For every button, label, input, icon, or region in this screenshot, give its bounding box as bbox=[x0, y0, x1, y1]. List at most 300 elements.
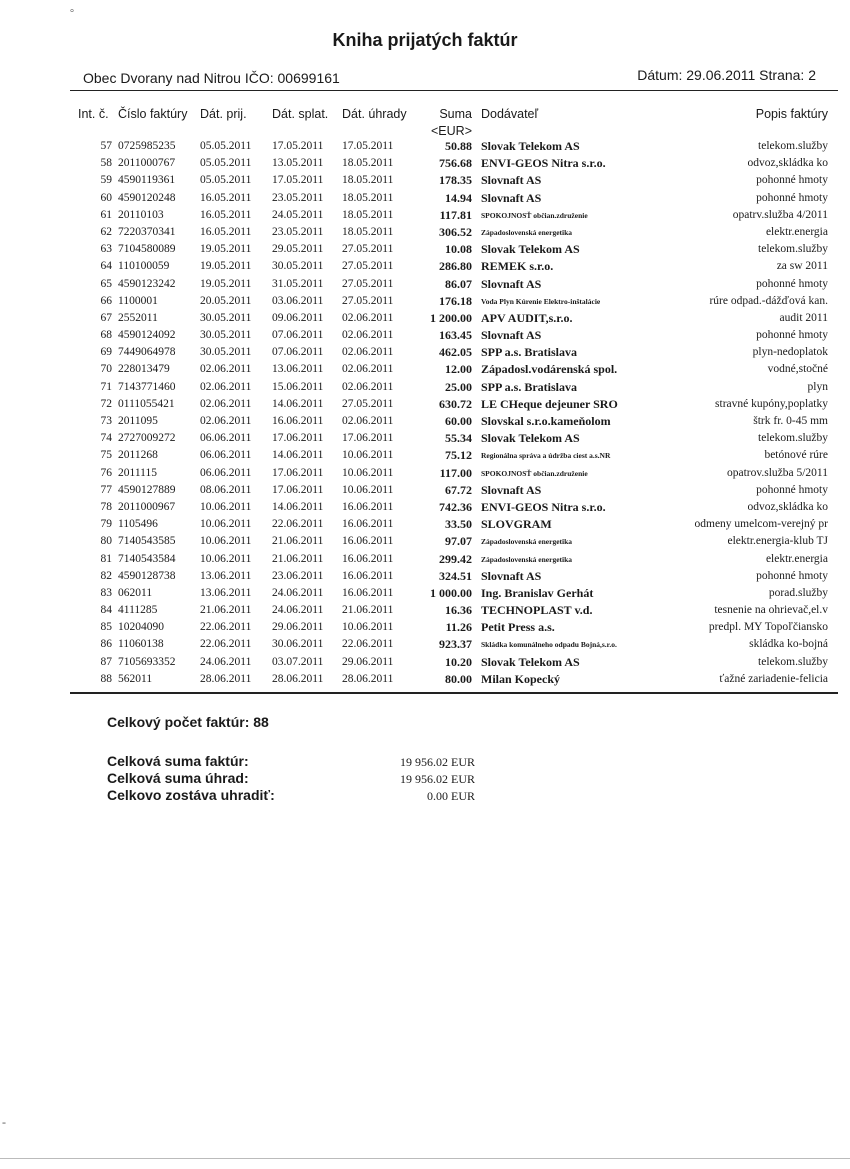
cell-popis: elektr.energia-klub TJ bbox=[727, 535, 828, 548]
cell-dodavatel: Západoslovenská energetika bbox=[481, 227, 573, 237]
col-header-uhrady: Dát. úhrady bbox=[342, 107, 407, 121]
cell-splat: 28.06.2011 bbox=[272, 672, 324, 685]
table-row bbox=[0, 533, 850, 550]
cell-suma: 630.72 bbox=[439, 396, 472, 411]
cell-prij: 24.06.2011 bbox=[200, 655, 252, 668]
cell-prij: 22.06.2011 bbox=[200, 621, 252, 634]
cell-popis: telekom.služby bbox=[758, 243, 828, 256]
cell-prij: 05.05.2011 bbox=[200, 174, 252, 187]
table-bottom-rule bbox=[70, 692, 838, 694]
cell-cislo: 7449064978 bbox=[118, 346, 176, 359]
cell-prij: 19.05.2011 bbox=[200, 243, 252, 256]
cell-uhrady: 27.05.2011 bbox=[342, 277, 394, 290]
cell-splat: 23.05.2011 bbox=[272, 225, 324, 238]
cell-suma: 176.18 bbox=[439, 293, 472, 308]
cell-splat: 21.06.2011 bbox=[272, 552, 324, 565]
table-row bbox=[0, 379, 850, 396]
cell-prij: 22.06.2011 bbox=[200, 638, 252, 651]
cell-prij: 28.06.2011 bbox=[200, 672, 252, 685]
cell-uhrady: 02.06.2011 bbox=[342, 363, 394, 376]
cell-suma: 16.36 bbox=[445, 603, 472, 618]
cell-splat: 29.06.2011 bbox=[272, 621, 324, 634]
cell-popis: audit 2011 bbox=[779, 311, 828, 324]
cell-splat: 17.05.2011 bbox=[272, 140, 324, 152]
cell-suma: 923.37 bbox=[439, 637, 472, 652]
cell-uhrady: 02.06.2011 bbox=[342, 311, 394, 324]
cell-popis: pohonné hmoty bbox=[756, 483, 828, 496]
cell-dodavatel: Slovak Telekom AS bbox=[481, 654, 580, 669]
cell-splat: 16.06.2011 bbox=[272, 415, 324, 427]
cell-suma: 55.34 bbox=[445, 431, 472, 446]
col-header-suma bbox=[420, 106, 472, 140]
table-row bbox=[0, 551, 850, 568]
cell-popis: telekom.služby bbox=[758, 140, 828, 152]
cell-uhrady: 10.06.2011 bbox=[342, 483, 394, 496]
cell-uhrady: 16.06.2011 bbox=[342, 552, 394, 565]
cell-int: 72 bbox=[100, 397, 112, 410]
cell-suma: 86.07 bbox=[445, 276, 472, 291]
cell-int: 83 bbox=[100, 586, 112, 599]
cell-int: 80 bbox=[100, 535, 112, 548]
table-row bbox=[0, 602, 850, 619]
cell-splat: 30.06.2011 bbox=[272, 638, 324, 651]
cell-int: 57 bbox=[100, 140, 112, 152]
cell-splat: 17.05.2011 bbox=[272, 174, 324, 187]
cell-popis: plyn-nedoplatok bbox=[752, 346, 828, 359]
cell-cislo: 2011000967 bbox=[118, 500, 176, 513]
cell-dodavatel: Milan Kopecký bbox=[481, 671, 561, 686]
cell-dodavatel: LE CHeque dejeuner SRO bbox=[481, 396, 618, 411]
cell-cislo: 10204090 bbox=[118, 621, 164, 634]
cell-suma: 742.36 bbox=[439, 499, 472, 514]
table-row bbox=[0, 344, 850, 361]
cell-uhrady: 27.05.2011 bbox=[342, 294, 394, 307]
cell-dodavatel: APV AUDIT,s.r.o. bbox=[481, 310, 573, 325]
table-row bbox=[0, 619, 850, 636]
cell-splat: 24.05.2011 bbox=[272, 208, 324, 221]
cell-int: 78 bbox=[100, 500, 112, 513]
cell-prij: 30.05.2011 bbox=[200, 329, 252, 342]
cell-popis: odmeny umelcom-verejný pr bbox=[694, 518, 828, 531]
cell-suma: 67.72 bbox=[445, 482, 472, 497]
cell-popis: odvoz,skládka ko bbox=[747, 500, 828, 513]
cell-cislo: 4590127889 bbox=[118, 483, 176, 496]
cell-popis: plyn bbox=[807, 380, 828, 393]
cell-popis: za sw 2011 bbox=[776, 260, 828, 273]
cell-cislo: 2011115 bbox=[118, 466, 157, 479]
cell-uhrady: 17.06.2011 bbox=[342, 432, 394, 445]
cell-cislo: 2727009272 bbox=[118, 432, 176, 445]
table-row bbox=[0, 276, 850, 293]
cell-int: 87 bbox=[100, 655, 112, 668]
cell-dodavatel: Slovnaft AS bbox=[481, 568, 542, 583]
cell-popis: vodné,stočné bbox=[767, 363, 828, 376]
cell-popis: pohonné hmoty bbox=[756, 174, 828, 187]
cell-popis: ťažné zariadenie-felicia bbox=[719, 672, 828, 685]
cell-uhrady: 28.06.2011 bbox=[342, 672, 394, 685]
cell-int: 67 bbox=[100, 311, 112, 324]
table-row bbox=[0, 447, 850, 464]
cell-uhrady: 02.06.2011 bbox=[342, 329, 394, 342]
cell-dodavatel: Slovskal s.r.o.kameňolom bbox=[481, 414, 611, 428]
cell-dodavatel: SPP a.s. Bratislava bbox=[481, 345, 578, 360]
table-row bbox=[0, 516, 850, 533]
cell-dodavatel: SPP a.s. Bratislava bbox=[481, 379, 578, 394]
cell-suma: 117.81 bbox=[439, 207, 472, 222]
cell-cislo: 11060138 bbox=[118, 638, 164, 651]
invoice-table-body bbox=[0, 138, 850, 688]
cell-dodavatel: SPOKOJNOSŤ občian.združenie bbox=[481, 210, 588, 220]
cell-suma: 60.00 bbox=[445, 414, 472, 428]
cell-popis: stravné kupóny,poplatky bbox=[715, 397, 828, 410]
cell-prij: 02.06.2011 bbox=[200, 415, 252, 427]
cell-int: 61 bbox=[100, 208, 112, 221]
cell-uhrady: 27.05.2011 bbox=[342, 243, 394, 256]
col-header-cislo: Číslo faktúry bbox=[118, 107, 188, 121]
cell-dodavatel: TECHNOPLAST v.d. bbox=[481, 603, 593, 618]
cell-int: 76 bbox=[100, 466, 112, 479]
cell-popis: štrk fr. 0-45 mm bbox=[753, 415, 828, 427]
invoice-count: Celkový počet faktúr: 88 bbox=[107, 714, 269, 730]
table-row bbox=[0, 482, 850, 499]
cell-dodavatel: SPOKOJNOSŤ občian.združenie bbox=[481, 468, 588, 478]
table-row bbox=[0, 671, 850, 688]
cell-splat: 22.06.2011 bbox=[272, 518, 324, 531]
cell-splat: 03.06.2011 bbox=[272, 294, 324, 307]
total-paid-value: 19 956.02 EUR bbox=[400, 772, 475, 786]
total-paid-label: Celková suma úhrad: bbox=[107, 770, 249, 786]
col-header-prij: Dát. prij. bbox=[200, 107, 247, 121]
cell-cislo: 4590128738 bbox=[118, 569, 176, 582]
table-row bbox=[0, 241, 850, 258]
cell-dodavatel: Slovnaft AS bbox=[481, 190, 542, 205]
cell-suma: 11.26 bbox=[445, 620, 472, 635]
cell-splat: 14.06.2011 bbox=[272, 397, 324, 410]
cell-uhrady: 18.05.2011 bbox=[342, 208, 394, 221]
cell-dodavatel: Slovnaft AS bbox=[481, 482, 542, 497]
cell-splat: 17.06.2011 bbox=[272, 483, 324, 496]
cell-splat: 24.06.2011 bbox=[272, 586, 324, 599]
cell-dodavatel: SLOVGRAM bbox=[481, 517, 552, 532]
cell-suma: 1 200.00 bbox=[430, 310, 472, 325]
cell-suma: 324.51 bbox=[439, 568, 472, 583]
cell-popis: pohonné hmoty bbox=[756, 569, 828, 582]
total-invoices-value: 19 956.02 EUR bbox=[400, 755, 475, 769]
cell-cislo: 7104580089 bbox=[118, 243, 176, 256]
cell-uhrady: 17.05.2011 bbox=[342, 140, 394, 152]
table-row bbox=[0, 207, 850, 224]
cell-suma: 12.00 bbox=[445, 362, 472, 377]
table-row bbox=[0, 396, 850, 413]
cell-cislo: 2011095 bbox=[118, 415, 158, 427]
col-header-suma-unit: <EUR> bbox=[431, 124, 472, 138]
cell-int: 71 bbox=[100, 380, 112, 393]
cell-splat: 09.06.2011 bbox=[272, 311, 324, 324]
cell-popis: pohonné hmoty bbox=[756, 191, 828, 204]
cell-suma: 117.00 bbox=[439, 465, 472, 480]
table-row bbox=[0, 654, 850, 671]
cell-cislo: 4111285 bbox=[118, 604, 158, 617]
total-invoices-label: Celková suma faktúr: bbox=[107, 753, 249, 769]
cell-prij: 06.06.2011 bbox=[200, 449, 252, 462]
cell-cislo: 0111055421 bbox=[118, 397, 175, 410]
cell-suma: 10.08 bbox=[445, 242, 472, 257]
table-row bbox=[0, 585, 850, 602]
cell-int: 63 bbox=[100, 243, 112, 256]
cell-uhrady: 02.06.2011 bbox=[342, 415, 394, 427]
cell-int: 84 bbox=[100, 604, 112, 617]
cell-uhrady: 16.06.2011 bbox=[342, 569, 394, 582]
cell-uhrady: 21.06.2011 bbox=[342, 604, 394, 617]
cell-suma: 97.07 bbox=[445, 534, 472, 549]
cell-dodavatel: Západoslovenská energetika bbox=[481, 554, 573, 564]
cell-suma: 14.94 bbox=[445, 190, 472, 205]
cell-int: 58 bbox=[100, 157, 112, 170]
cell-dodavatel: Ing. Branislav Gerhát bbox=[481, 585, 594, 600]
cell-cislo: 110100059 bbox=[118, 260, 170, 273]
cell-int: 66 bbox=[100, 294, 112, 307]
cell-int: 88 bbox=[100, 672, 112, 685]
cell-splat: 03.07.2011 bbox=[272, 655, 324, 668]
col-header-splat: Dát. splat. bbox=[272, 107, 329, 121]
cell-splat: 23.05.2011 bbox=[272, 191, 324, 204]
cell-dodavatel: Voda Plyn Kúrenie Elektro-inštalácie bbox=[481, 296, 601, 306]
cell-popis: skládka ko-bojná bbox=[749, 638, 828, 651]
col-header-dodavatel: Dodávateľ bbox=[481, 107, 539, 121]
cell-splat: 24.06.2011 bbox=[272, 604, 324, 617]
cell-uhrady: 16.06.2011 bbox=[342, 518, 394, 531]
col-header-int: Int. č. bbox=[78, 107, 109, 121]
cell-suma: 306.52 bbox=[439, 224, 472, 239]
cell-int: 79 bbox=[100, 518, 112, 531]
cell-prij: 19.05.2011 bbox=[200, 260, 252, 273]
cell-splat: 17.06.2011 bbox=[272, 466, 324, 479]
cell-uhrady: 02.06.2011 bbox=[342, 380, 394, 393]
cell-splat: 31.05.2011 bbox=[272, 277, 324, 290]
table-row bbox=[0, 361, 850, 378]
cell-popis: predpl. MY Topoľčiansko bbox=[708, 621, 828, 634]
cell-splat: 15.06.2011 bbox=[272, 380, 324, 393]
cell-dodavatel: ENVI-GEOS Nitra s.r.o. bbox=[481, 499, 606, 514]
cell-prij: 05.05.2011 bbox=[200, 157, 252, 170]
table-row bbox=[0, 172, 850, 189]
cell-int: 82 bbox=[100, 569, 112, 582]
cell-int: 86 bbox=[100, 638, 112, 651]
cell-suma: 163.45 bbox=[439, 328, 472, 343]
cell-int: 68 bbox=[100, 329, 112, 342]
cell-uhrady: 16.06.2011 bbox=[342, 586, 394, 599]
cell-uhrady: 10.06.2011 bbox=[342, 449, 394, 462]
cell-int: 81 bbox=[100, 552, 112, 565]
cell-int: 75 bbox=[100, 449, 112, 462]
cell-dodavatel: Slovnaft AS bbox=[481, 276, 542, 291]
col-header-suma-label: Suma bbox=[439, 107, 472, 121]
cell-splat: 23.06.2011 bbox=[272, 569, 324, 582]
cell-cislo: 2011268 bbox=[118, 449, 158, 462]
cell-int: 77 bbox=[100, 483, 112, 496]
cell-popis: pohonné hmoty bbox=[756, 277, 828, 290]
cell-popis: telekom.služby bbox=[758, 655, 828, 668]
cell-suma: 10.20 bbox=[445, 654, 472, 669]
cell-dodavatel: Slovak Telekom AS bbox=[481, 139, 580, 153]
cell-int: 60 bbox=[100, 191, 112, 204]
cell-prij: 06.06.2011 bbox=[200, 432, 252, 445]
cell-popis: opatrov.služba 5/2011 bbox=[726, 466, 828, 479]
cell-suma: 33.50 bbox=[445, 517, 472, 532]
cell-dodavatel: REMEK s.r.o. bbox=[481, 259, 554, 274]
cell-int: 65 bbox=[100, 277, 112, 290]
remaining-label: Celkovo zostáva uhradiť: bbox=[107, 787, 275, 803]
cell-suma: 286.80 bbox=[439, 259, 472, 274]
cell-suma: 80.00 bbox=[445, 671, 472, 686]
cell-prij: 10.06.2011 bbox=[200, 500, 252, 513]
cell-cislo: 2011000767 bbox=[118, 157, 176, 170]
cell-splat: 30.05.2011 bbox=[272, 260, 324, 273]
cell-splat: 13.05.2011 bbox=[272, 157, 324, 170]
cell-prij: 21.06.2011 bbox=[200, 604, 252, 617]
cell-cislo: 562011 bbox=[118, 672, 153, 685]
page-title: Kniha prijatých faktúr bbox=[332, 30, 518, 50]
cell-suma: 299.42 bbox=[439, 551, 472, 566]
table-row bbox=[0, 224, 850, 241]
cell-int: 85 bbox=[100, 621, 112, 634]
cell-prij: 19.05.2011 bbox=[200, 277, 252, 290]
cell-prij: 13.06.2011 bbox=[200, 569, 252, 582]
cell-uhrady: 18.05.2011 bbox=[342, 225, 394, 238]
cell-int: 62 bbox=[100, 225, 112, 238]
cell-prij: 30.05.2011 bbox=[200, 311, 252, 324]
cell-popis: tesnenie na ohrievač,el.v bbox=[714, 604, 828, 617]
cell-dodavatel: Slovak Telekom AS bbox=[481, 431, 580, 446]
cell-uhrady: 16.06.2011 bbox=[342, 535, 394, 548]
cell-prij: 10.06.2011 bbox=[200, 552, 252, 565]
cell-popis: betónové rúre bbox=[764, 449, 828, 462]
cell-dodavatel: Západosl.vodárenská spol. bbox=[481, 362, 618, 377]
cell-cislo: 228013479 bbox=[118, 363, 170, 376]
table-row bbox=[0, 293, 850, 310]
table-row bbox=[0, 155, 850, 172]
cell-prij: 10.06.2011 bbox=[200, 535, 252, 548]
cell-prij: 20.05.2011 bbox=[200, 294, 252, 307]
date-and-page: Dátum: 29.06.2011 Strana: 2 bbox=[637, 67, 816, 83]
cell-splat: 17.06.2011 bbox=[272, 432, 324, 445]
cell-suma: 756.68 bbox=[439, 156, 472, 171]
cell-int: 69 bbox=[100, 346, 112, 359]
cell-splat: 29.05.2011 bbox=[272, 243, 324, 256]
cell-suma: 50.88 bbox=[445, 139, 472, 153]
cell-prij: 05.05.2011 bbox=[200, 140, 252, 152]
header-rule bbox=[70, 90, 838, 91]
cell-cislo: 4590123242 bbox=[118, 277, 176, 290]
cell-uhrady: 18.05.2011 bbox=[342, 174, 394, 187]
cell-cislo: 4590124092 bbox=[118, 329, 176, 342]
table-row bbox=[0, 258, 850, 275]
cell-uhrady: 22.06.2011 bbox=[342, 638, 394, 651]
cell-suma: 462.05 bbox=[439, 345, 472, 360]
organization-info: Obec Dvorany nad Nitrou IČO: 00699161 bbox=[83, 70, 340, 86]
cell-cislo: 1100001 bbox=[118, 294, 158, 307]
cell-prij: 06.06.2011 bbox=[200, 466, 252, 479]
table-row bbox=[0, 499, 850, 516]
cell-popis: elektr.energia bbox=[765, 225, 828, 238]
cell-int: 73 bbox=[100, 415, 112, 427]
cell-int: 64 bbox=[100, 260, 112, 273]
cell-prij: 16.05.2011 bbox=[200, 225, 252, 238]
cell-popis: porad.služby bbox=[768, 586, 828, 599]
table-row bbox=[0, 138, 850, 155]
cell-cislo: 7140543585 bbox=[118, 535, 176, 548]
cell-popis: telekom.služby bbox=[758, 432, 828, 445]
cell-uhrady: 16.06.2011 bbox=[342, 500, 394, 513]
cell-uhrady: 10.06.2011 bbox=[342, 466, 394, 479]
cell-prij: 30.05.2011 bbox=[200, 346, 252, 359]
cell-cislo: 20110103 bbox=[118, 208, 164, 221]
cell-uhrady: 02.06.2011 bbox=[342, 346, 394, 359]
cell-int: 70 bbox=[100, 363, 112, 376]
cell-splat: 13.06.2011 bbox=[272, 363, 324, 376]
cell-cislo: 7140543584 bbox=[118, 552, 176, 565]
cell-cislo: 7220370341 bbox=[118, 225, 176, 238]
cell-popis: elektr.energia bbox=[765, 552, 828, 565]
cell-uhrady: 27.05.2011 bbox=[342, 397, 394, 410]
table-row bbox=[0, 430, 850, 447]
cell-prij: 16.05.2011 bbox=[200, 191, 252, 204]
cell-int: 74 bbox=[100, 432, 112, 445]
cell-splat: 14.06.2011 bbox=[272, 449, 324, 462]
cell-prij: 13.06.2011 bbox=[200, 586, 252, 599]
cell-suma: 75.12 bbox=[445, 448, 472, 463]
cell-uhrady: 10.06.2011 bbox=[342, 621, 394, 634]
cell-uhrady: 18.05.2011 bbox=[342, 157, 394, 170]
table-row bbox=[0, 310, 850, 327]
cell-prij: 02.06.2011 bbox=[200, 380, 252, 393]
cell-cislo: 1105496 bbox=[118, 518, 158, 531]
cell-popis: odvoz,skládka ko bbox=[747, 157, 828, 170]
cell-suma: 1 000.00 bbox=[430, 585, 472, 600]
table-row bbox=[0, 190, 850, 207]
cell-dodavatel: Petit Press a.s. bbox=[481, 620, 555, 635]
cell-cislo: 062011 bbox=[118, 586, 153, 599]
page-bottom-edge bbox=[0, 1158, 850, 1159]
remaining-value: 0.00 EUR bbox=[427, 789, 475, 803]
cell-prij: 10.06.2011 bbox=[200, 518, 252, 531]
cell-prij: 02.06.2011 bbox=[200, 363, 252, 376]
cell-dodavatel: Slovnaft AS bbox=[481, 328, 542, 343]
scan-artifact-dash: - bbox=[2, 1115, 6, 1129]
cell-dodavatel: Skládka komunálneho odpadu Bojná,s.r.o. bbox=[481, 640, 617, 650]
cell-dodavatel: Slovak Telekom AS bbox=[481, 242, 580, 257]
cell-splat: 07.06.2011 bbox=[272, 346, 324, 359]
cell-splat: 07.06.2011 bbox=[272, 329, 324, 342]
cell-cislo: 7105693352 bbox=[118, 655, 176, 668]
cell-int: 59 bbox=[100, 174, 112, 187]
table-row bbox=[0, 327, 850, 344]
cell-uhrady: 18.05.2011 bbox=[342, 191, 394, 204]
cell-uhrady: 27.05.2011 bbox=[342, 260, 394, 273]
cell-dodavatel: Západoslovenská energetika bbox=[481, 537, 573, 547]
cell-prij: 08.06.2011 bbox=[200, 483, 252, 496]
table-row bbox=[0, 568, 850, 585]
cell-suma: 25.00 bbox=[445, 379, 472, 394]
cell-dodavatel: Slovnaft AS bbox=[481, 173, 542, 188]
cell-prij: 02.06.2011 bbox=[200, 397, 252, 410]
cell-popis: rúre odpad.-dážďová kan. bbox=[709, 294, 828, 307]
table-row bbox=[0, 636, 850, 653]
cell-popis: opatrv.služba 4/2011 bbox=[732, 208, 828, 221]
cell-cislo: 2552011 bbox=[118, 311, 158, 324]
cell-splat: 14.06.2011 bbox=[272, 500, 324, 513]
cell-dodavatel: ENVI-GEOS Nitra s.r.o. bbox=[481, 156, 606, 171]
